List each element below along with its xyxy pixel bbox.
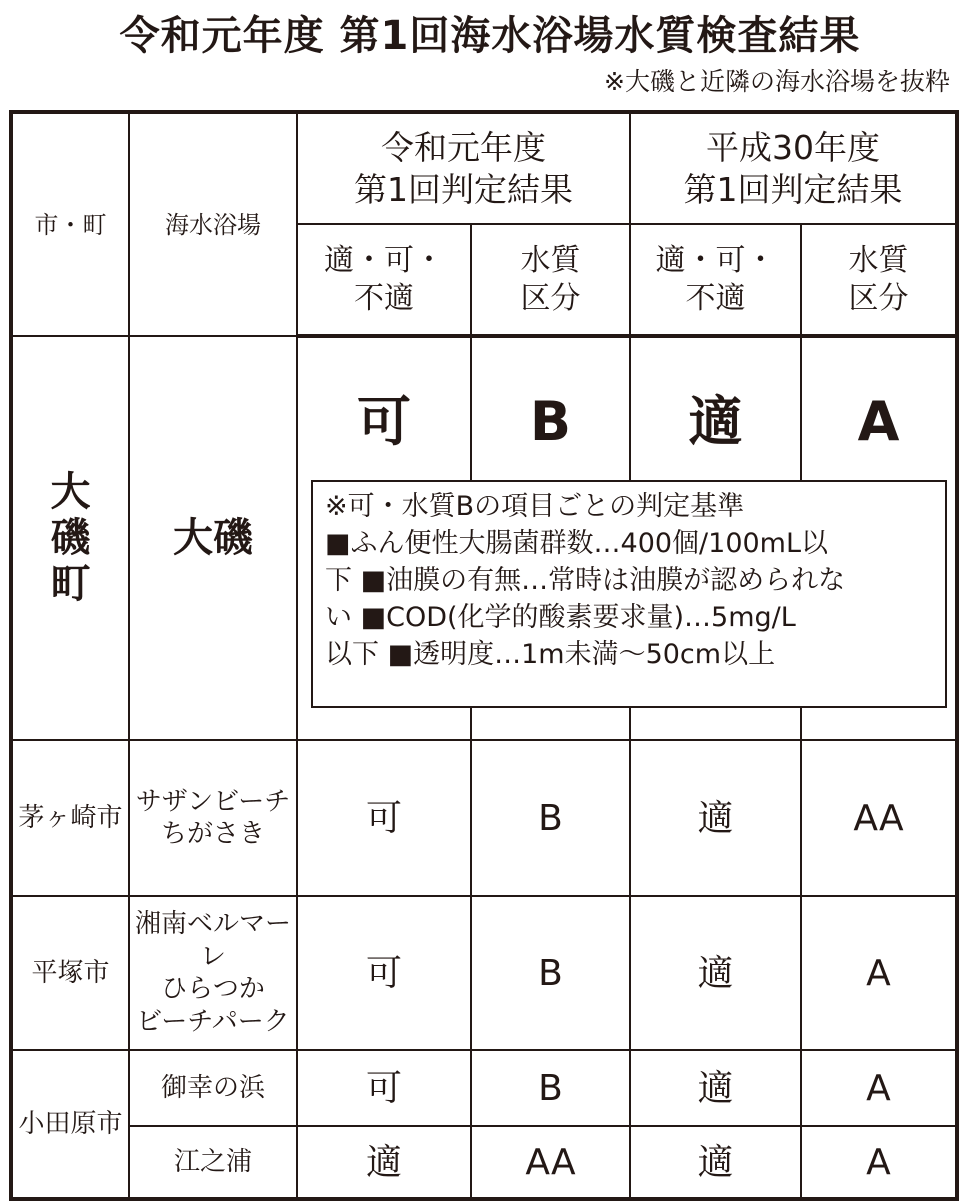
city-cell-oiso	[11, 336, 129, 740]
header-judgement-current: 適・可・ 不適	[297, 224, 471, 336]
r1-quality: AA	[471, 1126, 630, 1199]
criteria-line: 以下 ■透明度…1m未満〜50cm以上	[325, 639, 776, 670]
table-row	[11, 1126, 957, 1199]
h30-quality: AA	[801, 740, 957, 896]
city-cell: 平塚市	[11, 896, 129, 1050]
r1-judgement: 可	[297, 740, 471, 896]
header-beach: 海水浴場	[129, 112, 297, 336]
h30-judgement: 適	[630, 1126, 801, 1199]
r1-judgement: 適	[297, 1126, 471, 1199]
table-row	[11, 740, 957, 896]
beach-cell: 江之浦	[129, 1126, 297, 1199]
criteria-line: ■ふん便性大腸菌群数…400個/100mL以	[325, 528, 829, 559]
city-cell: 小田原市	[11, 1050, 129, 1199]
beach-cell: 御幸の浜	[129, 1050, 297, 1126]
city-cell: 茅ヶ崎市	[11, 740, 129, 896]
beach-cell: サザンビーチ ちがさき	[129, 740, 297, 896]
page-title: 令和元年度 第1回海水浴場水質検査結果	[119, 13, 861, 59]
criteria-line: 下 ■油膜の有無…常時は油膜が認められな	[325, 565, 846, 596]
subtitle-note: ※大磯と近隣の海水浴場を抜粋	[604, 67, 950, 96]
header-city: 市・町	[11, 112, 129, 336]
criteria-line: ※可・水質Bの項目ごとの判定基準	[325, 491, 745, 522]
criteria-line: い ■COD(化学的酸素要求量)…5mg/L	[325, 602, 796, 633]
oiso-h30-judgement: 適	[630, 336, 801, 740]
r1-judgement: 可	[297, 896, 471, 1050]
city-name-oiso: 大 磯 町	[50, 469, 91, 607]
r1-judgement: 可	[297, 1050, 471, 1126]
h30-judgement: 適	[630, 896, 801, 1050]
header-year-current	[297, 112, 630, 224]
r1-quality: B	[471, 740, 630, 896]
oiso-r1-judgement: 可	[297, 336, 471, 740]
table-row	[11, 896, 957, 1050]
header-year-prev-line1: 平成30年度	[706, 128, 880, 168]
oiso-r1-quality: B	[471, 336, 630, 740]
h30-judgement: 適	[630, 1050, 801, 1126]
beach-cell: 湘南ベルマーレ ひらつか ビーチパーク	[129, 896, 297, 1050]
header-year-prev-line2: 第1回判定結果	[683, 169, 903, 209]
h30-quality: A	[801, 1126, 957, 1199]
header-quality-prev: 水質 区分	[801, 224, 957, 336]
r1-quality: B	[471, 1050, 630, 1126]
header-year-current-line1: 令和元年度	[381, 128, 546, 168]
criteria-note-box	[311, 480, 947, 708]
header-quality-current: 水質 区分	[471, 224, 630, 336]
beach-cell-oiso: 大磯	[129, 336, 297, 740]
header-year-current-line2: 第1回判定結果	[354, 169, 573, 209]
r1-quality: B	[471, 896, 630, 1050]
header-judgement-prev: 適・可・ 不適	[630, 224, 801, 336]
table-row	[11, 1050, 957, 1126]
header-year-prev	[630, 112, 957, 224]
h30-quality: A	[801, 1050, 957, 1126]
h30-judgement: 適	[630, 740, 801, 896]
h30-quality: A	[801, 896, 957, 1050]
oiso-h30-quality: A	[801, 336, 957, 740]
